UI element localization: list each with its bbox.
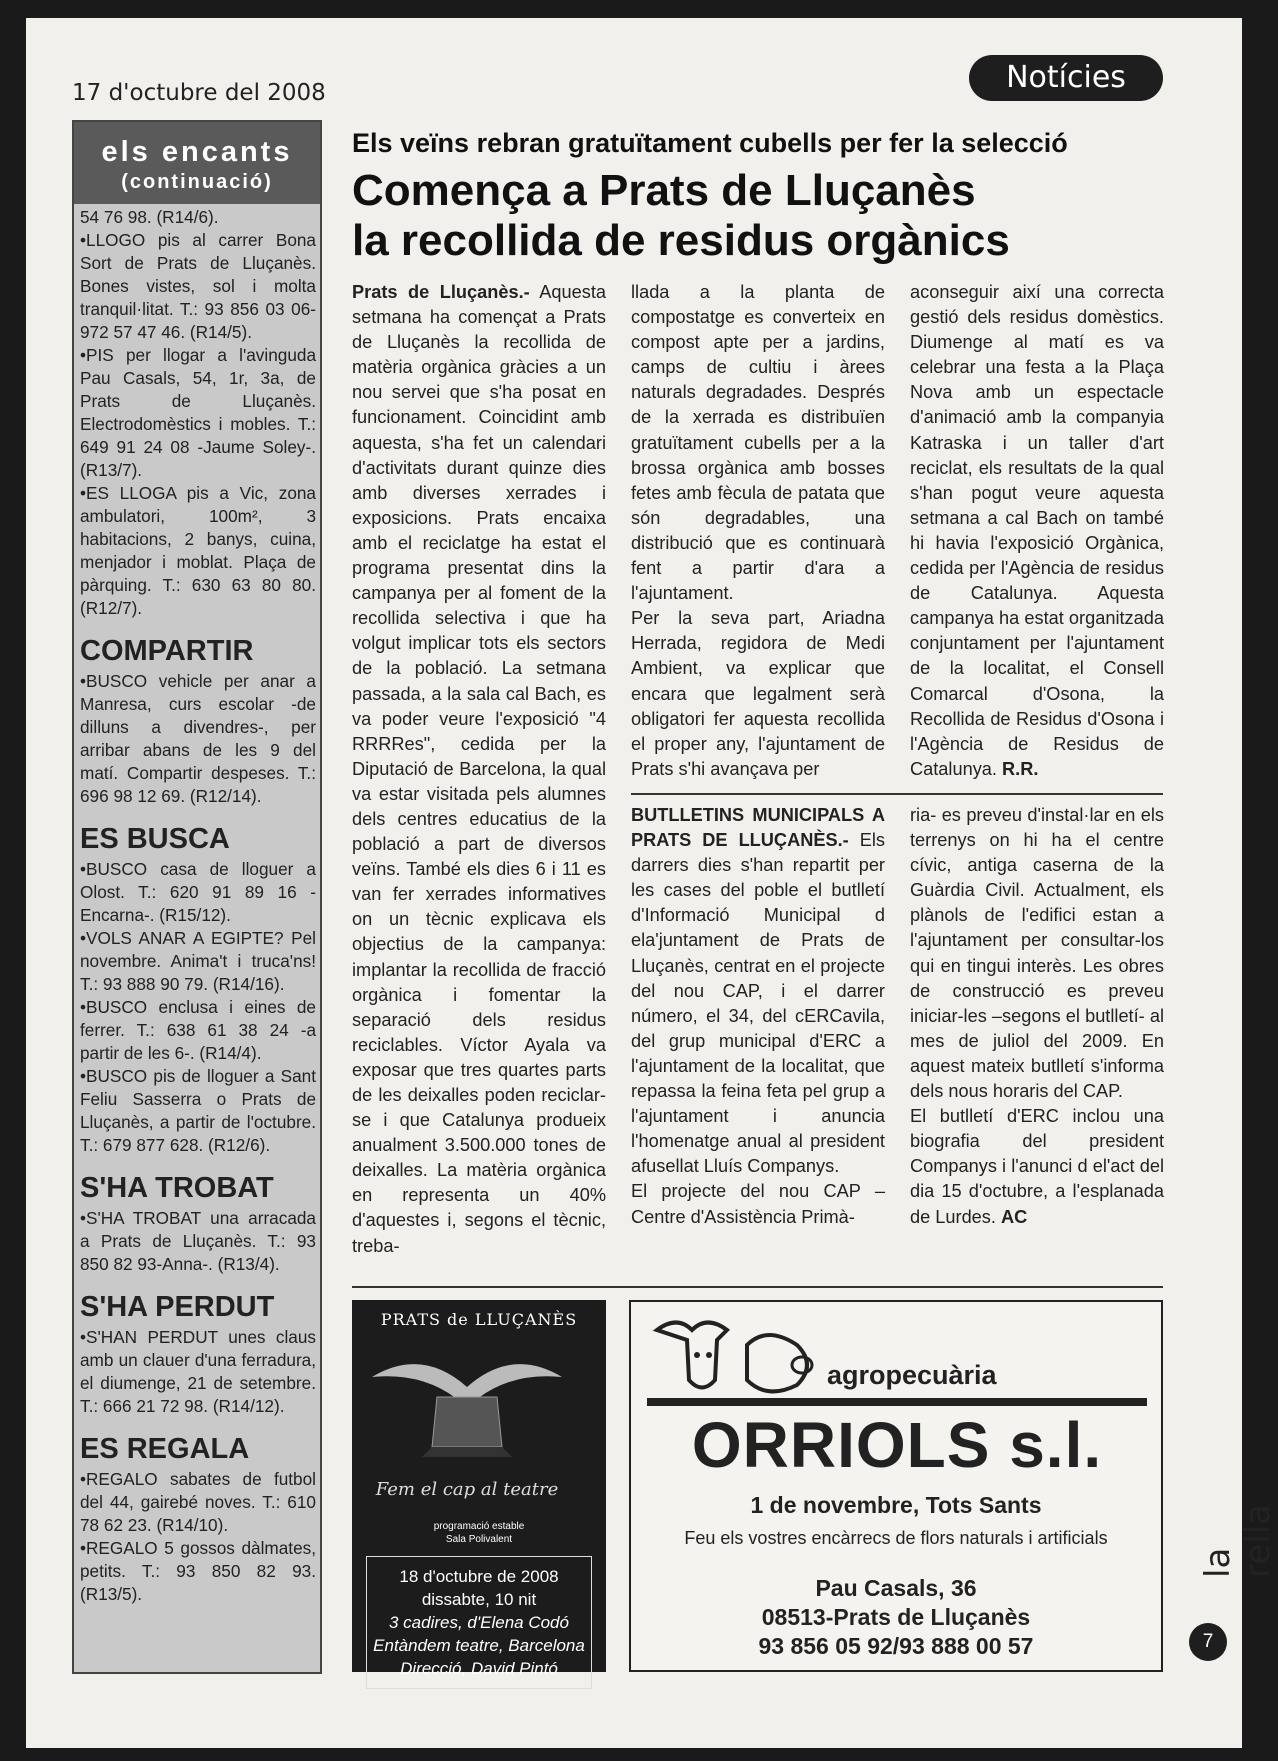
ad-town: PRATS de LLUÇANÈS: [380, 1310, 578, 1329]
article2-text: Els darrers dies s'han repartit per les cases del poble el butlletí d'Informació Municipal d ela'juntament de Prats de Lluçanès, centrat en el projecte del nou CAP, i el darrer número, el 34, del cERCavila, del grup municipal d'ERC a l'ajuntament de la localitat, que repassa la feina feta pel grup a l'ajuntament i anuncia l'homenatge anual al president afusellat Lluís Companys.: [631, 830, 885, 1177]
event-info-box: [366, 1556, 592, 1689]
section-heading-sha-perdut: S'HA PERDUT: [80, 1291, 275, 1323]
article-signature: R.R.: [1002, 758, 1039, 779]
classifieds-sidebar: [72, 120, 322, 1674]
article2-heading: BUTLLETINS MUNICIPALS A PRATS DE LLUÇANÈS.-: [631, 805, 885, 851]
classified-item: •LLOGO pis al carrer Bona Sort de Prats de Lluçanès. Bones vistes, sol i molta tranquil·litat. T.: 93 856 03 06-972 57 47 46. (R14/5).: [80, 230, 316, 342]
article2-paragraph: El projecte del nou CAP –Centre d'Assistència Primà-: [631, 1181, 885, 1227]
article-column-3: [910, 280, 1164, 782]
box-icon: [432, 1397, 502, 1447]
box-shadow-icon: [422, 1447, 512, 1457]
classified-item: •BUSCO vehicle per anar a Manresa, curs escolar -de dilluns a divendres-, per arribar abans de les 9 del matí. Compartir despeses. T.: 696 98 12 69. (R12/14).: [80, 671, 316, 806]
classified-item: 54 76 98. (R14/6).: [80, 207, 219, 227]
brand-bar: [647, 1398, 1147, 1406]
article-column-2: [631, 280, 885, 782]
sidebar-subtitle: (continuació): [121, 171, 273, 193]
article-body: [352, 280, 606, 1259]
classified-item: •REGALO sabates de futbol del 44, gairebé noves. T.: 610 78 62 23. (R14/10).: [80, 1469, 316, 1535]
classified-item: •BUSCO enclusa i eines de ferrer. T.: 638 61 38 24 -a partir de les 6-. (R14/4).: [80, 997, 316, 1063]
classified-item: •VOLS ANAR A EGIPTE? Pel novembre. Anima't i truca'ns! T.: 93 888 90 79. (R14/16).: [80, 928, 316, 994]
sidebar-header: [74, 122, 320, 204]
event-company: Entàndem teatre, Barcelona: [373, 1636, 585, 1655]
brand-tagline: agropecuària: [827, 1360, 997, 1390]
article-paragraph: Per la seva part, Ariadna Herrada, regidora de Medi Ambient, va explicar que encara que legalment serà obligatori fer aquesta recollida el proper any, l'ajuntament de Prats s'hi avançava per: [631, 608, 885, 779]
programme-line: programació estable: [433, 1521, 525, 1532]
classified-item: •BUSCO pis de lloguer a Sant Feliu Sasserra o Prats de Lluçanès, a partir de l'octubre. T.: 679 877 628. (R12/6).: [80, 1066, 316, 1155]
section-label: Notícies: [969, 55, 1163, 101]
ad-headline: 1 de novembre, Tots Sants: [750, 1492, 1042, 1518]
article-column-1: [352, 280, 606, 1256]
classified-item: •REGALO 5 gossos dàlmates, petits. T.: 93 850 82 93. (R13/5).: [80, 1538, 316, 1604]
article-text: aconseguir així una correcta gestió dels residus domèstics. Diumenge al matí es va celebrar una festa a la Plaça Nova amb un espectacle d'animació amb la companyia Katraska i un taller d'art reciclat, els resultats de la qual s'han pogut veure aquesta setmana a cal Bach on també hi havia l'exposició Orgànica, cedida per l'Agència de residus de Catalunya. Aquesta campanya ha estat organitzada conjuntament per l'ajuntament de la localitat, el Consell Comarcal d'Osona, la Recollida de Residus d'Osona i l'Agència de Residus de Catalunya.: [910, 282, 1164, 779]
article-paragraph: llada a la planta de compostatge es converteix en compost apte per a jardins, camps de cultiu i àrees naturals degradades. Després de la xerrada es distribuïen gratuïtament cubells per a la brossa orgànica amb bosses fetes amb fècula de patata que són degradables, una distribució que es continuarà fent a partir d'ara a l'ajuntament.: [631, 282, 885, 604]
wings-icon: [372, 1364, 562, 1399]
issue-date: 17 d'octubre del 2008: [72, 80, 326, 106]
article2-column-2: [910, 803, 1164, 1230]
article-kicker: Els veïns rebran gratuïtament cubells per fer la selecció: [352, 128, 1068, 158]
shop-street: Pau Casals, 36: [815, 1575, 977, 1601]
classified-item: •S'HAN PERDUT unes claus amb un clauer d'una ferradura, el diumenge, 21 de setembre. T.: 666 21 72 98. (R14/12).: [80, 1327, 316, 1416]
classifieds-list: [74, 204, 320, 1606]
cow-pig-logo-icon: [647, 1310, 827, 1400]
section-heading-es-busca: ES BUSCA: [80, 823, 230, 855]
article2-column-1: [631, 803, 885, 1230]
classified-item: •BUSCO casa de lloguer a Olost. T.: 620 91 89 16 -Encarna-. (R15/12).: [80, 859, 316, 925]
shop-postcode: 08513-Prats de Lluçanès: [761, 1604, 1031, 1630]
shop-advert: [629, 1300, 1163, 1672]
programme-label: [352, 1520, 606, 1546]
divider: [631, 793, 1163, 795]
article-lead: Prats de Lluçanès.-: [352, 282, 530, 302]
shop-address: [631, 1574, 1161, 1661]
winged-box-illustration: [352, 1337, 582, 1507]
classified-item: •ES LLOGA pis a Vic, zona ambulatori, 100m², 3 habitacions, 2 banys, cuina, menjador i moblat. Plaça de pàrquing. T.: 630 63 80 80. (R12/7).: [80, 483, 316, 618]
ad-subline: Feu els vostres encàrrecs de flors naturals i artificials: [684, 1528, 1108, 1548]
sidebar-title: els encants: [101, 136, 293, 168]
article-paragraph: [910, 280, 1164, 782]
divider: [352, 1286, 1163, 1288]
magazine-name: la rella: [1198, 1504, 1278, 1578]
logo-script: Fem el cap al teatre: [375, 1479, 559, 1500]
newspaper-page: [26, 18, 1278, 1748]
article-text: Aquesta setmana ha començat a Prats de Lluçanès la recollida de matèria orgànica gràcies a un nou servei que s'ha posat en funcionament. Coincidint amb aquesta, s'ha fet un calendari d'activitats durant quinze dies amb diverses xerrades i exposicions. Prats encaixa amb el reciclatge ha estat el programa presentat dins la campanya per al foment de la recollida selectiva i que ha volgut implicar tots els sectors de la població. La setmana passada, a la sala cal Bach, es va poder veure l'exposició "4 RRRRes", cedida per la Diputació de Barcelona, la qual va estar visitada pels alumnes dels centres educatius de la població a part de diversos veïns. També els dies 6 i 11 es van fer xerrades informatives on un tècnic explicava els objectius de la campanya: implantar la recollida de fracció orgànica i fomentar la separació dels residus reciclables. Víctor Ayala va exposar que tres quartes parts de les deixalles poden reciclar-se i que Catalunya produeix anualment 3.500.000 tones de deixalles. La matèria orgànica en representa un 40% d'aquestes i, segons el tècnic, treba-: [352, 282, 606, 1256]
page-number: 7: [1189, 1623, 1227, 1661]
headline-line-2: la recollida de residus orgànics: [352, 216, 1010, 265]
theatre-advert: [352, 1300, 606, 1678]
section-heading-es-regala: ES REGALA: [80, 1433, 250, 1465]
article2-text: El butlletí d'ERC inclou una biografia del president Companys i l'anunci d el'act del dia 15 d'octubre, a l'esplanada de Lurdes.: [910, 1106, 1164, 1227]
classified-item: •S'HA TROBAT una arracada a Prats de Lluçanès. T.: 93 850 82 93-Anna-. (R13/4).: [80, 1208, 316, 1274]
brand-name: ORRIOLS s.l.: [691, 1409, 1103, 1481]
event-title: 3 cadires, d'Elena Codó: [389, 1613, 569, 1632]
section-heading-compartir: COMPARTIR: [80, 635, 254, 667]
shop-phones: 93 856 05 92/93 888 00 57: [758, 1633, 1034, 1659]
article2-signature: AC: [1001, 1206, 1028, 1227]
event-time: dissabte, 10 nit: [421, 1590, 537, 1609]
headline-line-1: Comença a Prats de Lluçanès: [352, 166, 976, 215]
classified-item: •PIS per llogar a l'avinguda Pau Casals, 54, 1r, 3a, de Prats de Lluçanès. Electrodomèstics i mobles. T.: 649 91 24 08 -Jaume Soley-. (R13/7).: [80, 345, 316, 480]
article2-paragraph: [631, 803, 885, 1179]
venue-line: Sala Polivalent: [445, 1534, 513, 1545]
event-director: Direcció, David Pintó: [400, 1659, 558, 1678]
article-headline: [352, 166, 1112, 266]
article2-paragraph: [910, 1104, 1164, 1229]
article2-paragraph: ria- es preveu d'instal·lar en els terrenys on hi ha el centre cívic, antiga caserna de la Guàrdia Civil. Actualment, els plànols de l'edifici estan a l'ajuntament per consultar-los qui en tingui interès. Les obres de construcció es preveu iniciar-les –segons el butlletí- al mes de juliol del 2009. En aquest mateix butlletí s'informa dels nous horaris del CAP.: [910, 805, 1164, 1102]
event-date: 18 d'octubre de 2008: [399, 1567, 559, 1586]
section-heading-sha-trobat: S'HA TROBAT: [80, 1172, 274, 1204]
